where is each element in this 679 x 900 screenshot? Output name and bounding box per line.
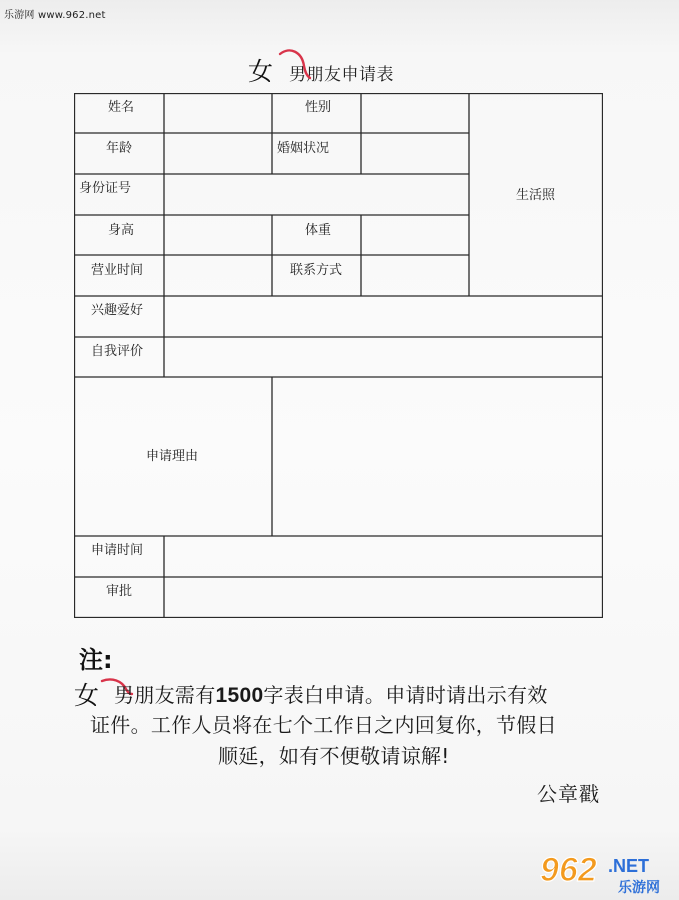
- label-reason: 申请理由: [146, 449, 199, 464]
- title-handwritten-correction: 女: [248, 57, 274, 86]
- logo-number: 962: [540, 851, 597, 889]
- site-logo: [538, 848, 672, 896]
- note-line-3: 顺延，如有不便敬请谅解!: [218, 744, 450, 768]
- label-age: 年龄: [106, 141, 133, 156]
- note-line-1-end: 字表白申请。申请时请出示有效: [263, 683, 548, 707]
- label-marital-status: 婚姻状况: [277, 141, 330, 156]
- note-line-2: 证件。工作人员将在七个工作日之内回复你，节假日: [90, 713, 557, 737]
- logo-suffix: .NET: [608, 856, 650, 876]
- page-title: [248, 52, 448, 88]
- label-name: 姓名: [108, 100, 135, 115]
- label-apply-time: 申请时间: [91, 543, 144, 558]
- label-height: 身高: [108, 223, 135, 238]
- label-approval: 审批: [106, 584, 133, 599]
- official-seal-label: 公章戳: [537, 782, 600, 806]
- label-weight: 体重: [305, 223, 332, 238]
- label-self-evaluation: 自我评价: [91, 344, 144, 359]
- label-contact: 联系方式: [290, 263, 343, 278]
- title-strikethrough-mark: [274, 44, 314, 84]
- note-heading: 注:: [79, 646, 113, 674]
- form-grid-lines: [74, 93, 603, 618]
- title-printed: 男朋友申请表: [289, 65, 394, 85]
- application-form-table: [74, 93, 603, 618]
- label-id-number: 身份证号: [79, 181, 132, 196]
- label-photo: 生活照: [516, 188, 556, 203]
- label-business-hours: 营业时间: [91, 263, 144, 278]
- label-gender: 性别: [305, 100, 332, 115]
- logo-cn-name: 乐游网: [618, 880, 660, 896]
- note-line-1: [114, 679, 548, 708]
- note-handwritten-correction: 女: [74, 681, 100, 710]
- note-line-1-start: 男朋友需有: [114, 683, 216, 707]
- note-char-count: 1500: [215, 684, 264, 707]
- site-watermark: 乐游网 www.962.net: [4, 10, 106, 21]
- label-hobbies: 兴趣爱好: [91, 303, 144, 318]
